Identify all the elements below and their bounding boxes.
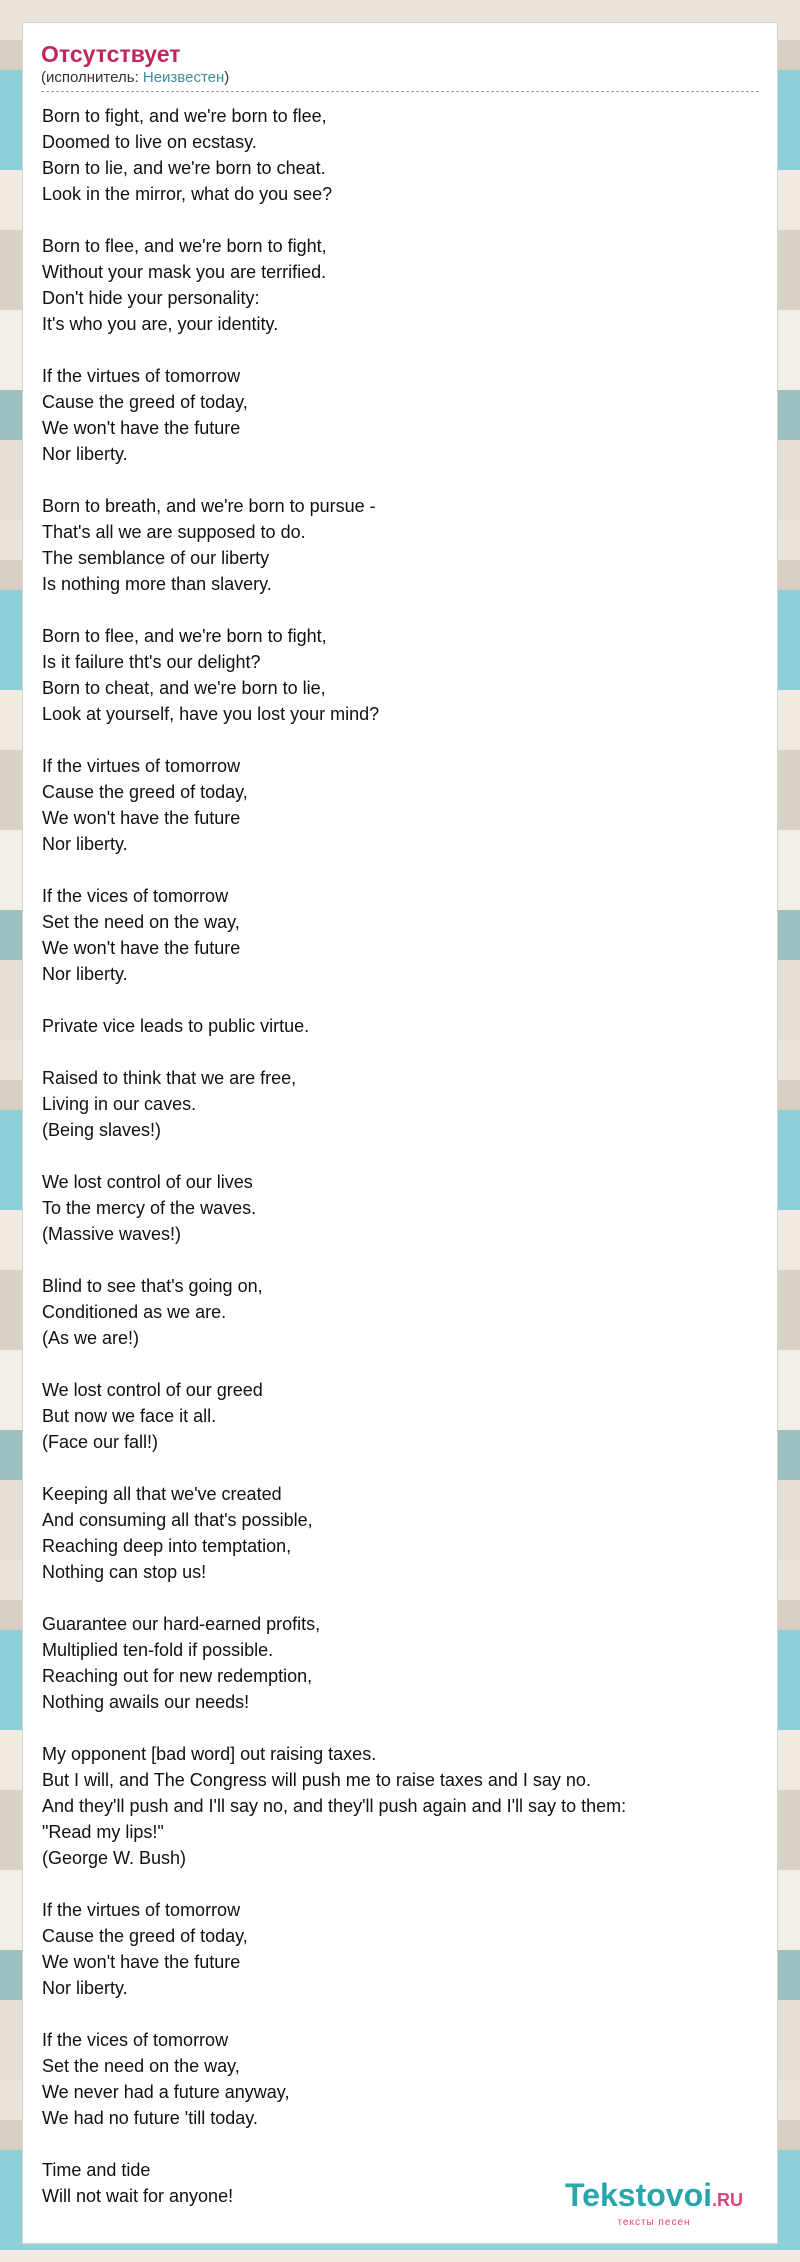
brand-logo-suffix: .RU (712, 2190, 743, 2210)
artist-prefix: (исполнитель: (41, 69, 143, 86)
lyrics-text: Born to fight, and we're born to flee, Doomed to live on ecstasy. Born to lie, and we're born to cheat. Look in the mirror, what do you see? Born to flee, and we're born to fight, Without your mask you are terrified. Don't hide your personality: It's who you are, your identity. If the virtues of tomorrow Cause the greed of today, We won't have the future Nor liberty. Born to breath, and we're born to pursue - That's all we are supposed to do. The semblance of our liberty Is nothing more than slavery. Born to flee, and we're born to fight, Is it failure tht's our delight? Born to cheat, and we're born to lie, Look at yourself, have you lost your mind? If the virtues of tomorrow Cause the greed of today, We won't have the future Nor liberty. If the vices of tomorrow Set the need on the way, We won't have the future Nor liberty. Private vice leads to public virtue. Raised to think that we are free, Living in our caves. (Being slaves!) We lost control of our lives To the mercy of the waves. (Massive waves!) Blind to see that's going on, Conditioned as we are. (As we are!) We lost control of our greed But now we face it all. (Face our fall!) Keeping all that we've created And consuming all that's possible, Reaching deep into temptation, Nothing can stop us! Guarantee our hard-earned profits, Multiplied ten-fold if possible. Reaching out for new redemption, Nothing awails our needs! My opponent [bad word] out raising taxes. But I will, and The Congress will push me to raise taxes and I say no. And they'll push and I'll say no, and they'll push again and I'll say to them: "Read my lips!" (George W. Bush) If the virtues of tomorrow Cause the greed of today, We won't have the future Nor liberty. If the vices of tomorrow Set the need on the way, We never had a future anyway, We had no future 'till today. Time and tide Will not wait for anyone! (42, 106, 627, 2206)
song-header (41, 41, 759, 92)
brand-logo[interactable] (549, 2178, 759, 2217)
brand-tagline: тексты песен (617, 2217, 691, 2228)
site-brand[interactable] (549, 2178, 759, 2229)
artist-link[interactable]: Неизвестен (142, 69, 225, 86)
song-title: Отсутствует (41, 41, 181, 67)
brand-logo-text: Tekstovoi (565, 2177, 712, 2213)
artist-line (41, 69, 759, 87)
artist-suffix: ) (224, 69, 230, 86)
lyrics-card (22, 22, 778, 2244)
